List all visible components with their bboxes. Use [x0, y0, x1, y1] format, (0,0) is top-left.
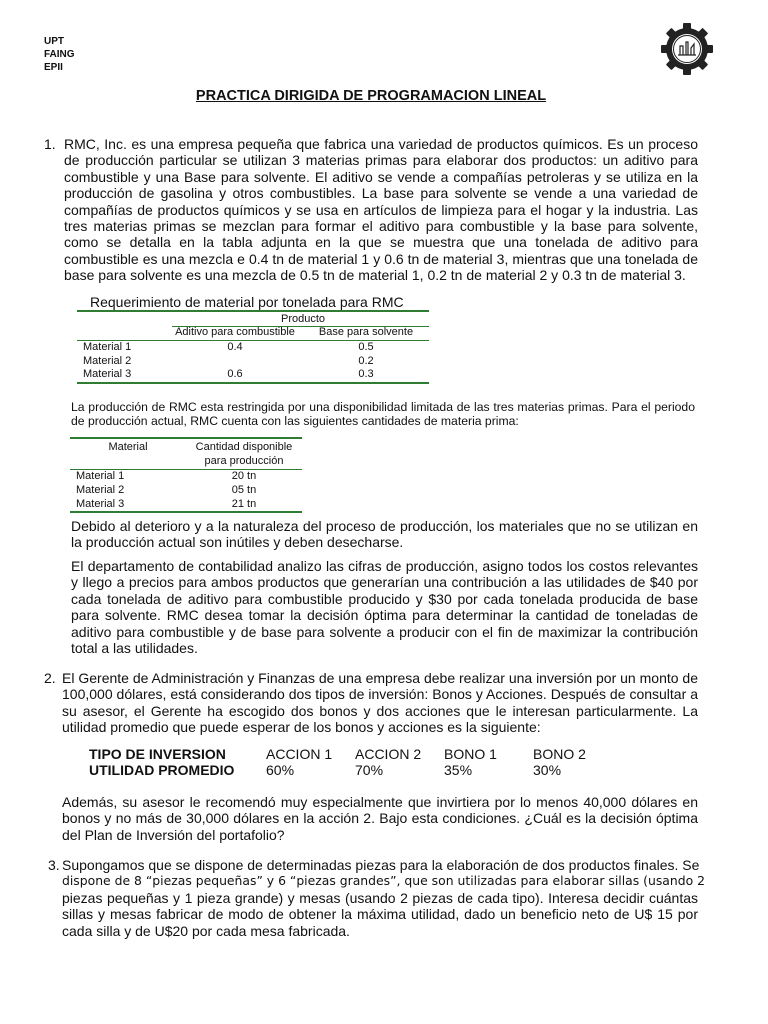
table1-col-base: Base para solvente — [318, 326, 414, 338]
table2-cell: 20 tn — [231, 470, 257, 482]
problem1-intro: RMC, Inc. es una empresa pequeña que fabrica una variedad de productos químicos. Es un proceso de producción particular se utilizan 3 materias primas para elaborar dos productos: un aditivo para combustible y una Base para solvente. El aditivo se vende a compañías petroleras y se utiliza en la producción de gasolina y otros combustibles. La base para solvente se vende a una variedad de compañías de productos químicos y se usa en artículos de limpieza para el hogar y la industria. Las tres materias primas se mezclan para formar el aditivo para combustible y la base para solvente, como se detalla en la tabla adjunta en la que se muestra que una tonelada de aditivo para combustible es una mezcla e 0.4 tn de material 1 y 0.6 tn de material 3, mientras que una tonelada de base para solvente es una mezcla de 0.5 tn de material 1, 0.2 tn de material 2 y 0.3 tn de material 3. — [64, 136, 698, 284]
table1-row-label: Material 2 — [83, 354, 132, 367]
average-return-cell: 35% — [444, 762, 473, 779]
problem3-line1: Supongamos que se dispone de determinadas piezas para la elaboración de dos productos finales. Se — [62, 857, 700, 873]
investment-type-cell: ACCION 2 — [355, 746, 422, 762]
table-row — [70, 470, 302, 484]
problem3-text — [62, 857, 706, 939]
table2-cell: 05 tn — [231, 483, 257, 496]
table2-header-row — [70, 439, 302, 470]
table2-row-label: Material 2 — [76, 483, 125, 496]
contabilidad-text: El departamento de contabilidad analizo las cifras de producción, asigno todos los costos relevantes y llego a precios para ambos productos que generarían una contribución a las utilidades de $40 por cada tonelada de aditivo para combustible producido y $30 por cada tonelada producida de base para solvente. RMC desea tomar la decisión óptima para determinar la cantidad de toneladas de aditivo para combustible y de base para solvente a producir con el fin de maximizar la contribución total a las utilidades. — [71, 558, 698, 657]
material-availability-table — [70, 437, 302, 513]
table2-cell: 21 tn — [231, 497, 257, 510]
problem3-line2: dispone de 8 “piezas pequeñas” y 6 “piezas grandes”, que son utilizadas para elaborar sillas (usando 2 — [62, 873, 706, 889]
problem2-number: 2. — [44, 670, 56, 686]
table1-cell: 0.4 — [227, 340, 243, 353]
gear-emblem-icon — [660, 22, 714, 76]
investment-type-cell: ACCION 1 — [266, 746, 333, 762]
table1-caption: Requerimiento de material por tonelada para RMC — [90, 294, 404, 310]
table1-row-label: Material 3 — [83, 368, 132, 381]
table1-header-row — [77, 326, 429, 340]
investment-type-cell: BONO 1 — [444, 746, 497, 762]
average-return-cell: 70% — [355, 762, 384, 779]
table-row — [70, 498, 302, 512]
table1-cell: 0.6 — [227, 368, 243, 381]
school-line: EPII — [44, 62, 63, 73]
table2-col-cantidad-line1: Cantidad disponible — [195, 441, 293, 453]
table1-cell: 0.2 — [358, 354, 374, 367]
average-return-cell: 30% — [533, 762, 562, 779]
table-row — [89, 762, 649, 778]
problem3-rest: piezas pequeñas y 1 pieza grande) y mesas (usando 2 piezas de cada tipo). Interesa decidir cuántas sillas y mesas fabricar de modo de obtener la máxima utilidad, dado un beneficio neto de U$ 15 por cada silla y de U$20 por cada mesa fabricada. — [62, 889, 698, 939]
table2-row-label: Material 3 — [76, 497, 125, 510]
average-return-label: UTILIDAD PROMEDIO — [89, 762, 235, 779]
deterioro-text: Debido al deterioro y a la naturaleza del proceso de producción, los materiales que no se utilizan en la producción actual son inútiles y deben desecharse. — [71, 518, 698, 551]
average-return-cell: 60% — [266, 762, 295, 779]
institution-header — [44, 35, 75, 74]
table2-row-label: Material 1 — [76, 470, 125, 482]
problem3-number: 3. — [48, 857, 60, 873]
page-title: PRACTICA DIRIGIDA DE PROGRAMACION LINEAL — [195, 88, 547, 104]
table-row — [77, 368, 429, 382]
table-row — [77, 341, 429, 355]
investment-table — [89, 746, 649, 779]
table2-col-cantidad-line2: para producción — [204, 454, 284, 467]
table1-row-label: Material 1 — [83, 340, 132, 353]
investment-type-label: TIPO DE INVERSION — [89, 746, 226, 762]
problem2-intro: El Gerente de Administración y Finanzas de una empresa debe realizar una inversión por un monto de 100,000 dólares, está considerando dos tipos de inversión: Bonos y Acciones. Después de consultar a su asesor, el Gerente ha escogido dos bonos y dos acciones que le interesan particularmente. La utilidad promedio que puede esperar de los bonos y acciones es la siguiente: — [62, 670, 698, 736]
table1-cell: 0.5 — [358, 340, 374, 353]
table1-cell: 0.3 — [358, 368, 374, 381]
table-row — [89, 746, 649, 762]
table2-col-cantidad — [186, 441, 302, 468]
asesor-text: Además, su asesor le recomendó muy especialmente que invirtiera por lo menos 40,000 dólares en bonos y no más de 30,000 dólares en la acción 2. Bajo esta condiciones. ¿Cuál es la decisión óptima del Plan de Inversión del portafolio? — [62, 794, 698, 843]
table-row — [77, 355, 429, 369]
institution-line: UPT — [44, 36, 64, 47]
material-requirements-table — [77, 310, 429, 384]
problem1-number: 1. — [44, 136, 56, 152]
table1-group-header: Producto — [280, 313, 326, 325]
investment-type-cell: BONO 2 — [533, 746, 586, 762]
table2-col-material: Material — [108, 441, 148, 453]
faculty-line: FAING — [44, 49, 75, 60]
table1-col-aditivo: Aditivo para combustible — [175, 326, 295, 338]
table-row — [70, 484, 302, 498]
restriction-text: La producción de RMC esta restringida por una disponibilidad limitada de las tres materias primas. Para el periodo de producción actual, RMC cuenta con las siguientes cantidades de materia prima: — [71, 400, 695, 428]
